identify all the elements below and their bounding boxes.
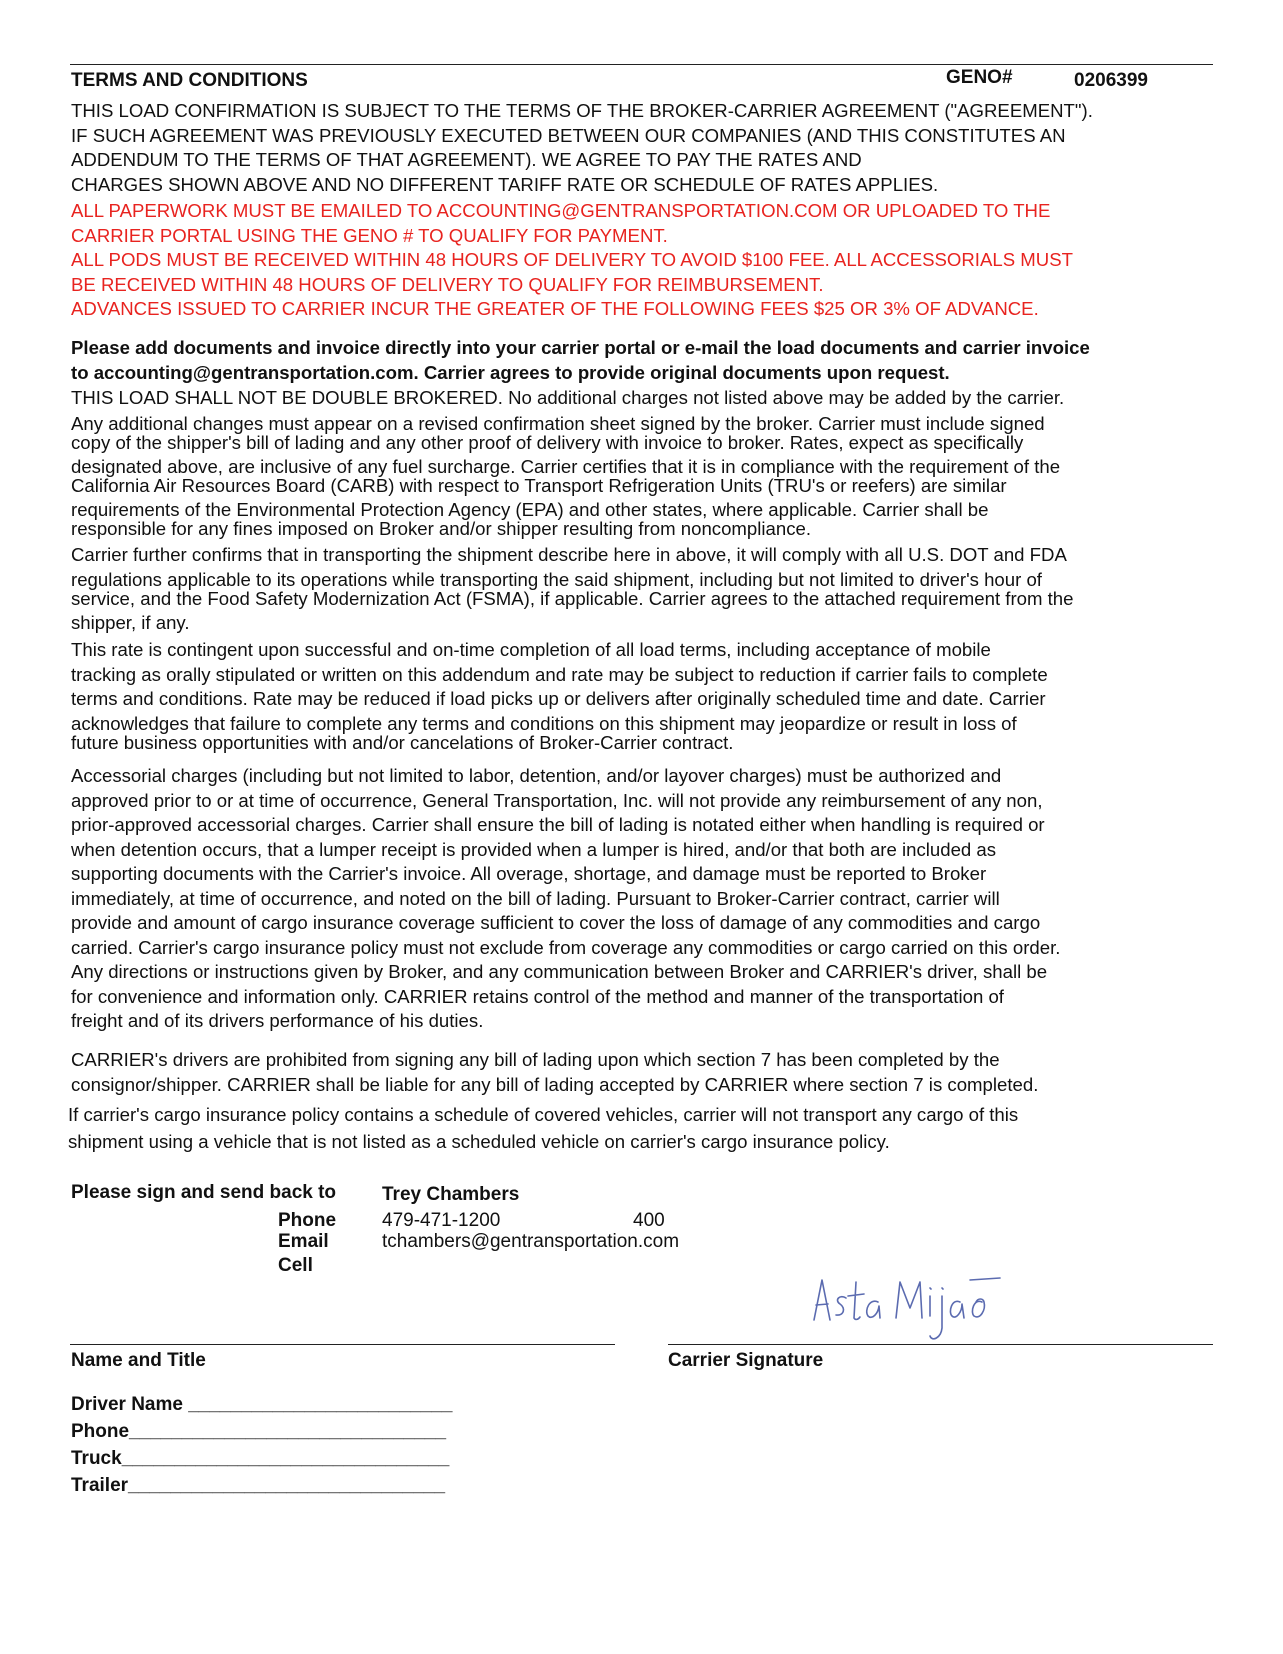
name-title-line	[70, 1344, 615, 1345]
text-line: ADDENDUM TO THE TERMS OF THAT AGREEMENT). WE AGREE TO PAY THE RATES AND	[71, 149, 862, 170]
text-line: ALL PODS MUST BE RECEIVED WITHIN 48 HOURS OF DELIVERY TO AVOID $100 FEE. ALL ACCESSORIALS MUST	[71, 249, 1073, 270]
text-line: prior-approved accessorial charges. Carrier shall ensure the bill of lading is notated either when handling is required or	[71, 814, 1045, 835]
text-line: ALL PAPERWORK MUST BE EMAILED TO ACCOUNTING@GENTRANSPORTATION.COM OR UPLOADED TO THE	[71, 200, 1051, 221]
text-line: acknowledges that failure to complete any terms and conditions on this shipment may jeopardize or result in loss of	[71, 713, 1017, 734]
geno-number: 0206399	[1074, 70, 1148, 91]
email-label: Email	[278, 1231, 329, 1252]
text-line: requirements of the Environmental Protection Agency (EPA) and other states, where applicable. Carrier shall be	[71, 499, 989, 520]
epa-paragraph	[71, 500, 1221, 538]
geno-label: GENO#	[946, 67, 1013, 88]
text-line: when detention occurs, that a lumper receipt is provided when a lumper is hired, and/or that both are included as	[71, 838, 997, 860]
text-line: immediately, at time of occurrence, and noted on the bill of lading. Pursuant to Broker-Carrier contract, carrier will	[71, 887, 1000, 909]
sign-send-label: Please sign and send back to	[71, 1182, 337, 1203]
text-line: supporting documents with the Carrier's invoice. All overage, shortage, and damage must be reported to Broker	[71, 863, 987, 884]
phone-label: Phone	[278, 1210, 337, 1231]
dot-paragraph-3	[71, 611, 1221, 636]
top-rule	[70, 64, 1213, 65]
trailer-field[interactable]: Trailer______________________________	[71, 1475, 446, 1496]
text-line: future business opportunities with and/or cancelations of Broker-Carrier contract.	[71, 732, 734, 753]
text-line: CHARGES SHOWN ABOVE AND NO DIFFERENT TARIFF RATE OR SCHEDULE OF RATES APPLIES.	[71, 173, 939, 195]
text-line: shipment using a vehicle that is not listed as a scheduled vehicle on carrier's cargo insurance policy.	[68, 1130, 890, 1152]
text-line: for convenience and information only. CARRIER retains control of the method and manner of the transportation of	[71, 985, 1004, 1007]
text-line: ADVANCES ISSUED TO CARRIER INCUR THE GREATER OF THE FOLLOWING FEES $25 OR 3% OF ADVANCE.	[71, 298, 1039, 319]
bol-paragraph	[71, 1048, 1221, 1097]
text-line: CARRIER's drivers are prohibited from signing any bill of lading upon which section 7 has been completed by the	[71, 1049, 1000, 1070]
text-line: terms and conditions. Rate may be reduced if load picks up or delivers after originally scheduled time and date. Carrier	[71, 688, 1046, 709]
text-line: Any additional changes must appear on a revised confirmation sheet signed by the broker. Carrier must include signed	[71, 413, 1045, 434]
text-line: shipper, if any.	[71, 612, 190, 633]
name-title-label: Name and Title	[71, 1350, 206, 1371]
dot-paragraph-1	[71, 543, 1221, 568]
double-broker-paragraph	[71, 386, 1221, 411]
portal-notice	[71, 336, 1221, 385]
accessorial-paragraph	[71, 764, 1221, 1034]
cell-label: Cell	[278, 1255, 313, 1276]
acknowledge-paragraph	[71, 714, 1221, 752]
text-line: CARRIER PORTAL USING THE GENO # TO QUALIFY FOR PAYMENT.	[71, 224, 668, 246]
fuel-paragraph	[71, 457, 1221, 495]
text-line: California Air Resources Board (CARB) with respect to Transport Refrigeration Units (TRU's or reefers) are similar	[71, 475, 1007, 496]
text-line: BE RECEIVED WITHIN 48 HOURS OF DELIVERY TO QUALIFY FOR REIMBURSEMENT.	[71, 273, 824, 295]
text-line: Please add documents and invoice directly into your carrier portal or e-mail the load documents and carrier invoice	[71, 337, 1090, 358]
text-line: consignor/shipper. CARRIER shall be liable for any bill of lading accepted by CARRIER where section 7 is completed.	[71, 1073, 1039, 1095]
text-line: provide and amount of cargo insurance coverage sufficient to cover the loss of damage of any commodities and cargo	[71, 912, 1041, 933]
carrier-signature-label: Carrier Signature	[668, 1350, 824, 1371]
text-line: to accounting@gentransportation.com. Carrier agrees to provide original documents upon request.	[71, 361, 950, 383]
text-line: freight and of its drivers performance of his duties.	[71, 1010, 484, 1031]
paperwork-notice	[71, 199, 1221, 322]
section-title: TERMS AND CONDITIONS	[71, 70, 308, 91]
text-line: tracking as orally stipulated or written on this addendum and rate may be subject to reduction if carrier fails to complete	[71, 663, 1048, 685]
text-line: Accessorial charges (including but not limited to labor, detention, and/or layover charges) must be authorized and	[71, 765, 1002, 786]
text-line: copy of the shipper's bill of lading and any other proof of delivery with invoice to broker. Rates, expect as specifically	[71, 432, 1024, 453]
agreement-paragraph	[71, 99, 1221, 197]
text-line: carried. Carrier's cargo insurance policy must not exclude from coverage any commodities or cargo carried on this order.	[71, 936, 1061, 958]
text-line: approved prior to or at time of occurrence, General Transportation, Inc. will not provide any reimbursement of any non,	[71, 789, 1043, 811]
handwritten-signature	[800, 1270, 1010, 1350]
text-line: responsible for any fines imposed on Broker and/or shipper resulting from noncompliance.	[71, 518, 812, 539]
text-line: Any directions or instructions given by Broker, and any communication between Broker and CARRIER's driver, shall be	[71, 961, 1048, 982]
contact-phone: 479-471-1200	[382, 1210, 501, 1231]
insurance-paragraph	[68, 1102, 1218, 1155]
driver-phone-field[interactable]: Phone______________________________	[71, 1421, 447, 1442]
changes-paragraph	[71, 414, 1221, 452]
text-line: service, and the Food Safety Modernization Act (FSMA), if applicable. Carrier agrees to the attached requirement from the	[71, 588, 1074, 609]
contact-email: tchambers@gentransportation.com	[382, 1231, 680, 1252]
text-line: Carrier further confirms that in transporting the shipment describe here in above, it will comply with all U.S. DOT and FDA	[71, 544, 1067, 565]
text-line: regulations applicable to its operations while transporting the said shipment, including but not limited to driver's hour of	[71, 569, 1042, 590]
text-line: This rate is contingent upon successful and on-time completion of all load terms, including acceptance of mobile	[71, 639, 991, 660]
text-line: THIS LOAD CONFIRMATION IS SUBJECT TO THE TERMS OF THE BROKER-CARRIER AGREEMENT ("AGREEMENT").	[71, 100, 1093, 121]
text-line: THIS LOAD SHALL NOT BE DOUBLE BROKERED. No additional charges not listed above may be added by the carrier.	[71, 387, 1065, 408]
truck-field[interactable]: Truck_______________________________	[71, 1448, 450, 1469]
text-line: designated above, are inclusive of any fuel surcharge. Carrier certifies that it is in compliance with the requirement of the	[71, 456, 1061, 477]
rate-paragraph	[71, 638, 1221, 712]
carrier-signature-line	[668, 1344, 1213, 1345]
text-line: IF SUCH AGREEMENT WAS PREVIOUSLY EXECUTED BETWEEN OUR COMPANIES (AND THIS CONSTITUTES AN	[71, 124, 1066, 146]
contact-name: Trey Chambers	[382, 1184, 520, 1205]
driver-name-field[interactable]: Driver Name _________________________	[71, 1394, 453, 1415]
dot-paragraph-2	[71, 570, 1221, 608]
text-line: If carrier's cargo insurance policy contains a schedule of covered vehicles, carrier will not transport any cargo of this	[68, 1104, 1019, 1125]
contact-extension: 400	[633, 1210, 665, 1231]
